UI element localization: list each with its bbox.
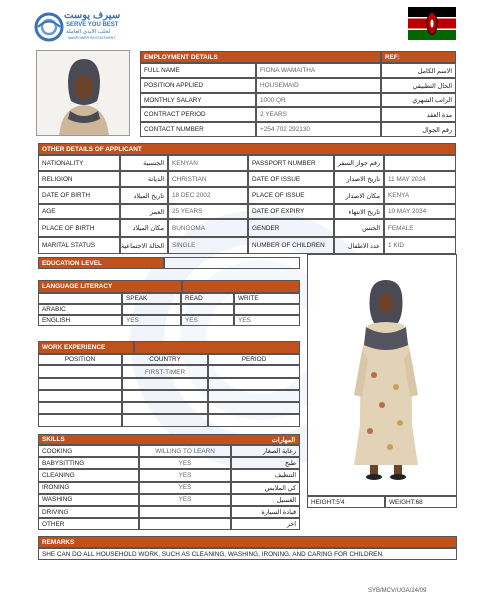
remarks-header xyxy=(38,536,457,548)
applicant-value-0: KENYAN xyxy=(168,155,248,171)
applicant-details-title: OTHER DETAILS OF APPLICANT xyxy=(42,145,142,153)
work-cell-4-2 xyxy=(208,413,300,427)
value-salary: 1000 QR xyxy=(256,93,381,107)
skill-label-ar-3: كي الملابس xyxy=(231,482,300,494)
language-literacy-header-right xyxy=(182,280,300,293)
language-literacy-title: LANGUAGE LITERACY xyxy=(42,283,113,290)
language-cell-0-0: ARABIC xyxy=(38,304,122,315)
work-header-2: PERIOD xyxy=(208,354,300,365)
education-level-title: EDUCATION LEVEL xyxy=(42,259,102,267)
logo-brand: SERVE YOU BEST xyxy=(66,22,119,28)
applicant-right-label-ar-0: رقم جواز السفر xyxy=(334,155,384,171)
work-cell-4-0 xyxy=(38,413,122,427)
value-contract: 2 YEARS xyxy=(256,107,381,122)
remarks-section xyxy=(38,536,457,560)
arabic-salary: الراتب الشهري xyxy=(381,93,456,107)
applicant-label-4: PLACE OF BIRTH xyxy=(38,219,120,237)
applicant-details-table xyxy=(38,143,456,254)
skill-label-ar-1: طبخ xyxy=(231,457,300,469)
applicant-right-value-5: 1 KID xyxy=(384,237,456,254)
applicant-value-2: 18 DEC 2002 xyxy=(168,187,248,204)
applicant-right-label-4: GENDER xyxy=(248,219,334,237)
applicant-right-label-ar-4: الجنس xyxy=(334,219,384,237)
applicant-value-1: CHRISTIAN xyxy=(168,171,248,187)
skills-title-arabic: المهارات xyxy=(271,436,295,444)
logo-arabic: سيرف يوست xyxy=(64,10,121,21)
language-cell-0-1 xyxy=(122,304,181,315)
applicant-value-4: BUNGOMA xyxy=(168,219,248,237)
label-position: POSITION APPLIED xyxy=(140,78,256,93)
skill-label-ar-5: قيادة السيارة xyxy=(231,506,300,518)
skill-label-ar-6: اخر xyxy=(231,518,300,530)
applicant-right-value-1: 11 MAY 2024 xyxy=(384,171,456,187)
work-experience-header xyxy=(38,341,134,354)
height-value: HEIGHT:5'4 xyxy=(307,496,385,508)
remarks-text: SHE CAN DO ALL HOUSEHOLD WORK, SUCH AS CLEANING, WASHING, IRONING, AND CARING FOR CHILDREN. xyxy=(38,548,457,560)
language-header-1: SPEAK xyxy=(122,293,181,304)
education-level-header xyxy=(38,257,164,269)
remarks-title: REMARKS xyxy=(42,538,75,546)
ref-header xyxy=(381,51,456,63)
logo-sub: MANPOWER RECRUITMENT xyxy=(68,36,116,40)
language-literacy-table xyxy=(38,280,300,336)
label-contact: CONTACT NUMBER xyxy=(140,122,256,137)
applicant-label-ar-5: الحالة الاجتماعية xyxy=(120,237,168,254)
ref-label: REF: xyxy=(385,53,400,61)
skills-title: SKILLS xyxy=(42,436,65,443)
work-cell-4-1 xyxy=(122,413,208,427)
language-cell-1-3: YES xyxy=(234,315,300,326)
logo-emblem-icon xyxy=(34,12,64,42)
applicant-right-label-2: PLACE OF ISSUE xyxy=(248,187,334,204)
logo-sub-arabic: لجلب الايدي العاملة xyxy=(66,29,111,35)
language-cell-1-2: YES xyxy=(181,315,234,326)
applicant-label-ar-2: تاريخ الميلاد xyxy=(120,187,168,204)
language-cell-1-1: YES xyxy=(122,315,181,326)
label-salary: MONTHLY SALARY xyxy=(140,93,256,107)
weight-value: WEIGHT:68 xyxy=(385,496,457,508)
applicant-label-5: MARITAL STATUS xyxy=(38,237,120,254)
kenya-flag-icon xyxy=(408,7,456,40)
applicant-right-label-ar-2: مكان الاصدار xyxy=(334,187,384,204)
value-full-name: FIONA WAMAITHA xyxy=(256,63,381,78)
work-header-1: COUNTRY xyxy=(122,354,208,365)
skill-value-1: YES xyxy=(139,457,231,469)
language-header-0 xyxy=(38,293,122,304)
applicant-right-label-3: DATE OF EXPIRY xyxy=(248,204,334,219)
education-level-value xyxy=(164,257,300,269)
applicant-label-0: NATIONALITY xyxy=(38,155,120,171)
applicant-full-body-photo xyxy=(307,254,457,496)
skill-label-2: CLEANING xyxy=(38,469,139,481)
skill-label-0: COOKING xyxy=(38,445,139,457)
applicant-label-ar-3: العمر xyxy=(120,204,168,219)
applicant-details-header xyxy=(38,143,456,155)
language-cell-1-0: ENGLISH xyxy=(38,315,122,326)
skill-value-5 xyxy=(139,506,231,518)
label-full-name: FULL NAME xyxy=(140,63,256,78)
applicant-label-ar-1: الديانة xyxy=(120,171,168,187)
skill-label-1: BABYSITTING xyxy=(38,457,139,469)
skill-value-0: WILLING TO LEARN xyxy=(139,445,231,457)
arabic-position: الحال التطبيقي xyxy=(381,78,456,93)
applicant-right-value-4: FEMALE xyxy=(384,219,456,237)
employment-details-header xyxy=(140,51,381,63)
skills-table xyxy=(38,434,300,532)
company-logo xyxy=(34,10,134,44)
language-literacy-header xyxy=(38,280,182,293)
language-cell-0-2 xyxy=(181,304,234,315)
skill-value-6 xyxy=(139,518,231,530)
employment-row-full-name xyxy=(140,63,456,78)
skill-label-ar-4: الغسيل xyxy=(231,494,300,506)
skill-label-5: DRIVING xyxy=(38,506,139,518)
applicant-right-label-ar-3: تاريخ الانتهاء xyxy=(334,204,384,219)
employment-row-position xyxy=(140,78,456,93)
skill-value-4: YES xyxy=(139,494,231,506)
arabic-contact: رقم الجوال xyxy=(381,122,456,137)
arabic-contract: مدة العقد xyxy=(381,107,456,122)
applicant-portrait-photo xyxy=(36,50,130,136)
applicant-right-label-5: NUMBER OF CHILDREN xyxy=(248,237,334,254)
skill-value-2: YES xyxy=(139,469,231,481)
applicant-right-value-0 xyxy=(384,155,456,171)
language-cell-0-3 xyxy=(234,304,300,315)
applicant-value-5: SINGLE xyxy=(168,237,248,254)
skill-label-4: WASHING xyxy=(38,494,139,506)
work-experience-header-right xyxy=(134,341,300,354)
applicant-label-3: AGE xyxy=(38,204,120,219)
work-cell-0-1: FIRST-TIMER xyxy=(122,365,208,379)
applicant-label-2: DATE OF BIRTH xyxy=(38,187,120,204)
applicant-right-label-1: DATE OF ISSUE xyxy=(248,171,334,187)
employment-row-contract xyxy=(140,107,456,122)
education-level-row xyxy=(38,257,300,269)
work-experience-title: WORK EXPERIENCE xyxy=(42,344,106,351)
language-header-3: WRITE xyxy=(234,293,300,304)
label-contract: CONTRACT PERIOD xyxy=(140,107,256,122)
applicant-label-ar-4: مكان الميلاد xyxy=(120,219,168,237)
skill-label-ar-2: التنظيف xyxy=(231,469,300,481)
applicant-right-value-2: KENYA xyxy=(384,187,456,204)
applicant-right-value-3: 10 MAY 2034 xyxy=(384,204,456,219)
applicant-right-label-ar-1: تاريخ الاصدار xyxy=(334,171,384,187)
value-contact: +254 702 292130 xyxy=(256,122,381,137)
employment-details-title: EMPLOYMENT DETAILS xyxy=(144,53,218,61)
applicant-right-label-0: PASSPORT NUMBER xyxy=(248,155,334,171)
applicant-value-3: 25 YEARS xyxy=(168,204,248,219)
language-header-2: READ xyxy=(181,293,234,304)
applicant-label-ar-0: الجنسية xyxy=(120,155,168,171)
skill-label-6: OTHER xyxy=(38,518,139,530)
skill-value-3: YES xyxy=(139,482,231,494)
applicant-label-1: RELIGION xyxy=(38,171,120,187)
arabic-full-name: الاسم الكامل xyxy=(381,63,456,78)
employment-row-salary xyxy=(140,93,456,107)
skills-header xyxy=(38,434,300,445)
work-experience-table xyxy=(38,341,300,425)
applicant-right-label-ar-5: عدد الاطفال xyxy=(334,237,384,254)
skill-label-3: IRONING xyxy=(38,482,139,494)
employment-details-table xyxy=(140,51,456,137)
employment-row-contact xyxy=(140,122,456,137)
work-header-0: POSITION xyxy=(38,354,122,365)
skill-label-ar-0: رعاية الصغار xyxy=(231,445,300,457)
value-position: HOUSEMAID xyxy=(256,78,381,93)
footer-code: SYB/MCV/UGA/24/09 xyxy=(368,588,427,594)
